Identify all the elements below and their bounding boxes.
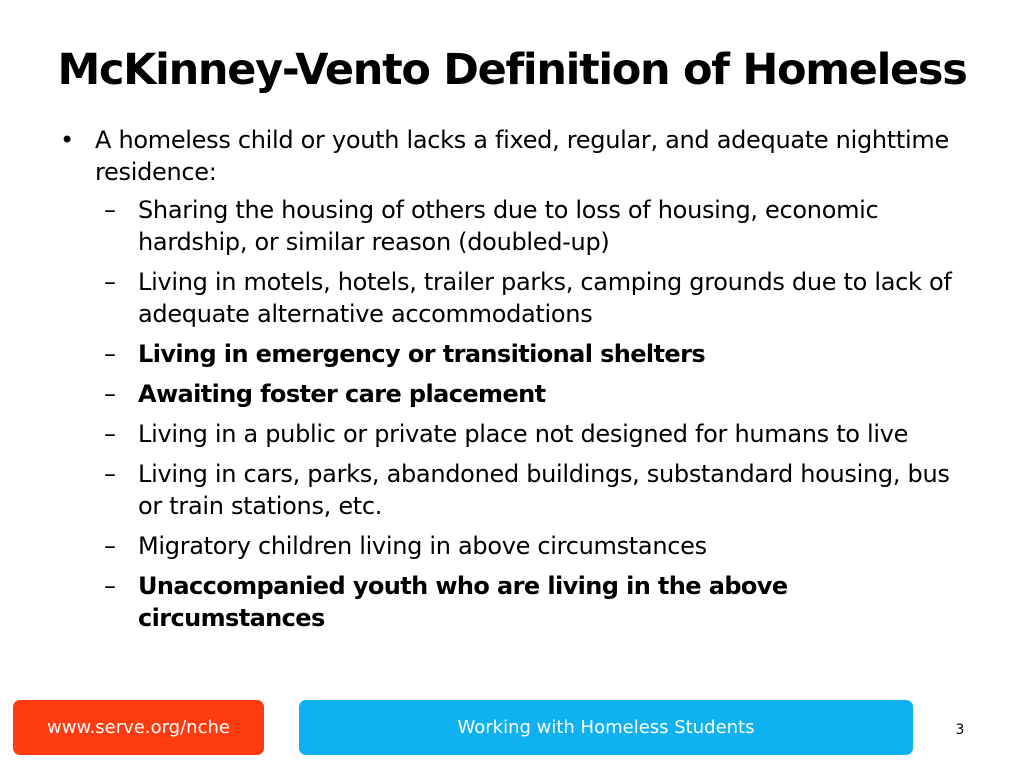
- slide-title: McKinney-Vento Definition of Homeless: [57, 45, 967, 95]
- bullet-marker: •: [60, 126, 74, 154]
- sub-bullet-list: [60, 194, 960, 634]
- sub-bullet-text: Unaccompanied youth who are living in the above circumstances: [138, 572, 788, 632]
- dash-marker: –: [104, 380, 116, 408]
- sub-bullet-doubled-up: [60, 194, 960, 258]
- sub-bullet-text: Living in a public or private place not designed for humans to live: [138, 420, 909, 448]
- sub-bullet-text: Sharing the housing of others due to loss of housing, economic hardship, or similar reason (doubled-up): [138, 196, 879, 256]
- dash-marker: –: [104, 340, 116, 368]
- sub-bullet-shelters: [60, 338, 960, 370]
- dash-marker: –: [104, 196, 116, 224]
- page-number: 3: [955, 722, 965, 738]
- dash-marker: –: [104, 572, 116, 600]
- dash-marker: –: [104, 268, 116, 296]
- sub-bullet-text: Living in cars, parks, abandoned buildings, substandard housing, bus or train stations, etc.: [138, 460, 950, 520]
- dash-marker: –: [104, 460, 116, 488]
- sub-bullet-public-place: [60, 418, 960, 450]
- dash-marker: –: [104, 532, 116, 560]
- dash-marker: –: [104, 420, 116, 448]
- sub-bullet-migratory: [60, 530, 960, 562]
- sub-bullet-text: Migratory children living in above circumstances: [138, 532, 707, 560]
- website-link[interactable]: www.serve.org/nche: [13, 700, 264, 755]
- slide-body: [60, 124, 960, 642]
- main-bullet: [60, 124, 960, 188]
- sub-bullet-unaccompanied-youth: [60, 570, 960, 634]
- sub-bullet-text: Awaiting foster care placement: [138, 380, 546, 408]
- sub-bullet-motels: [60, 266, 960, 330]
- sub-bullet-foster-care: [60, 378, 960, 410]
- footer-banner: Working with Homeless Students: [299, 700, 913, 755]
- sub-bullet-cars-parks: [60, 458, 960, 522]
- sub-bullet-text: Living in motels, hotels, trailer parks, camping grounds due to lack of adequate alternative accommodations: [138, 268, 952, 328]
- main-bullet-text: A homeless child or youth lacks a fixed, regular, and adequate nighttime residence:: [95, 126, 949, 186]
- sub-bullet-text: Living in emergency or transitional shelters: [138, 340, 706, 368]
